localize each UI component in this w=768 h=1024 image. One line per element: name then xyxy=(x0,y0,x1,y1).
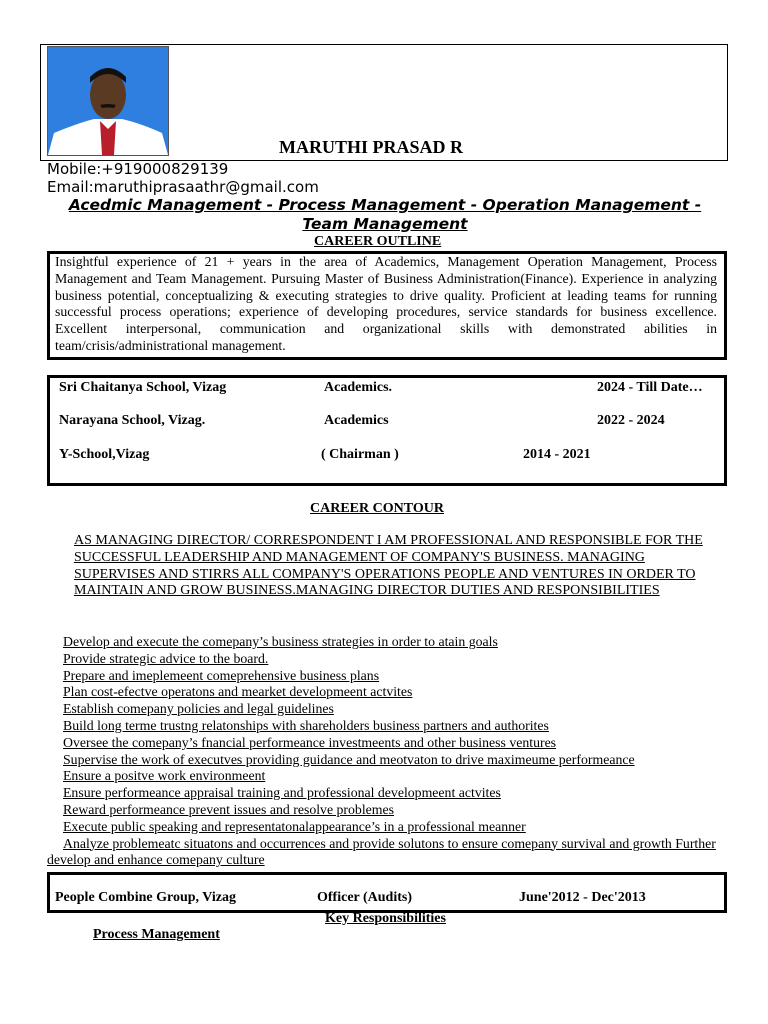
duty-text: Ensure performeance appraisal training and professional developmeent actvites xyxy=(63,785,501,801)
duty-text: Ensure a positve work environmeent xyxy=(63,768,266,784)
duty-text: Supervise the work of executves providing guidance and meotvaton to drive maximeume performeance xyxy=(63,751,635,767)
career-contour-title: CAREER CONTOUR xyxy=(310,501,444,516)
duty-text: Provide strategic advice to the board. xyxy=(63,650,269,666)
people-combine-role: Officer (Audits) xyxy=(317,890,412,905)
list-item xyxy=(47,785,727,802)
career-outline-title: CAREER OUTLINE xyxy=(314,234,442,249)
duty-text: Plan cost-efectve operatons and mearket developmeent actvites xyxy=(63,684,413,700)
experience-org: Y-School,Vizag xyxy=(59,447,150,462)
email-address: Email:maruthiprasaathr@gmail.com xyxy=(47,178,319,196)
experience-org: Sri Chaitanya School, Vizag xyxy=(59,380,227,395)
duty-text: Develop and execute the comepany’s business strategies in order to atain goals xyxy=(63,634,498,649)
duty-text: Reward performeance prevent issues and resolve problemes xyxy=(63,801,394,817)
key-responsibilities-title: Key Responsibilities xyxy=(325,911,446,926)
experience-period: 2024 - Till Date… xyxy=(597,380,703,395)
process-management-title: Process Management xyxy=(93,927,220,942)
headline: Acedmic Management - Process Management - Operation Management - Team Management xyxy=(68,196,702,233)
duty-text: Establish comepany policies and legal guidelines xyxy=(63,701,334,717)
profile-photo xyxy=(47,46,169,156)
list-item xyxy=(47,752,727,769)
duty-text: Prepare and imeplemeent comeprehensive business plans xyxy=(63,667,380,683)
experience-role: Academics xyxy=(324,413,389,428)
duty-text: Execute public speaking and representatonalappearance’s in a professional meanner xyxy=(63,818,526,834)
duties-list xyxy=(47,634,727,869)
profile-photo-image xyxy=(48,47,168,155)
list-item xyxy=(47,819,727,836)
experience-role: ( Chairman ) xyxy=(321,447,399,462)
experience-period: 2022 - 2024 xyxy=(597,413,665,428)
people-combine-org: People Combine Group, Vizag xyxy=(55,890,236,905)
list-item xyxy=(47,634,727,651)
career-contour-text: AS MANAGING DIRECTOR/ CORRESPONDENT I AM PROFESSIONAL AND RESPONSIBLE FOR THE SUCCESSFUL LEADERSHIP AND MANAGEMENT OF COMPANY'S BUSINESS. MANAGING SUPERVISES AND STIRRS ALL COMPANY'S OPERATIONS PEOPLE AND VENTURES IN ORDER TO MAINTAIN AND GROW BUSINESS.MANAGING DIRECTOR DUTIES AND RESPONSIBILITIES xyxy=(74,533,703,599)
list-item xyxy=(47,684,727,701)
list-item xyxy=(47,768,727,785)
list-item xyxy=(47,701,727,718)
duty-text: Build long terme trustng relatonships with shareholders business partners and authorites xyxy=(63,717,549,733)
candidate-name: MARUTHI PRASAD R xyxy=(279,137,463,157)
experience-period: 2014 - 2021 xyxy=(523,447,591,462)
list-item xyxy=(47,836,727,870)
list-item xyxy=(47,668,727,685)
duty-text: Analyze problemeatc situatons and occurrences and provide solutons to ensure comepany survival and growth Further develop and enhance comepany culture xyxy=(47,835,716,868)
duty-text: Oversee the comepany’s fnancial performeance investmeents and other business ventures xyxy=(63,734,557,750)
list-item xyxy=(47,651,727,668)
experience-role: Academics. xyxy=(324,380,393,395)
list-item xyxy=(47,802,727,819)
list-item xyxy=(47,735,727,752)
mobile-number: Mobile:+919000829139 xyxy=(47,160,229,178)
experience-org: Narayana School, Vizag. xyxy=(59,413,206,428)
list-item xyxy=(47,718,727,735)
career-outline-text: Insightful experience of 21 + years in the area of Academics, Management Operation Management, Process Management and Team Management. Pursuing Master of Business Administration(Finance). Experience in analyzing business potential, conceptualizing & executing strategies to drive quality. Proficient at leading teams for running successful process operations; experience of developing procedures, service standards for business excellence. Excellent interpersonal, communication and organizational skills with demonstrated abilities in team/crisis/administrational management. xyxy=(55,254,717,353)
people-combine-period: June'2012 - Dec'2013 xyxy=(519,890,646,905)
